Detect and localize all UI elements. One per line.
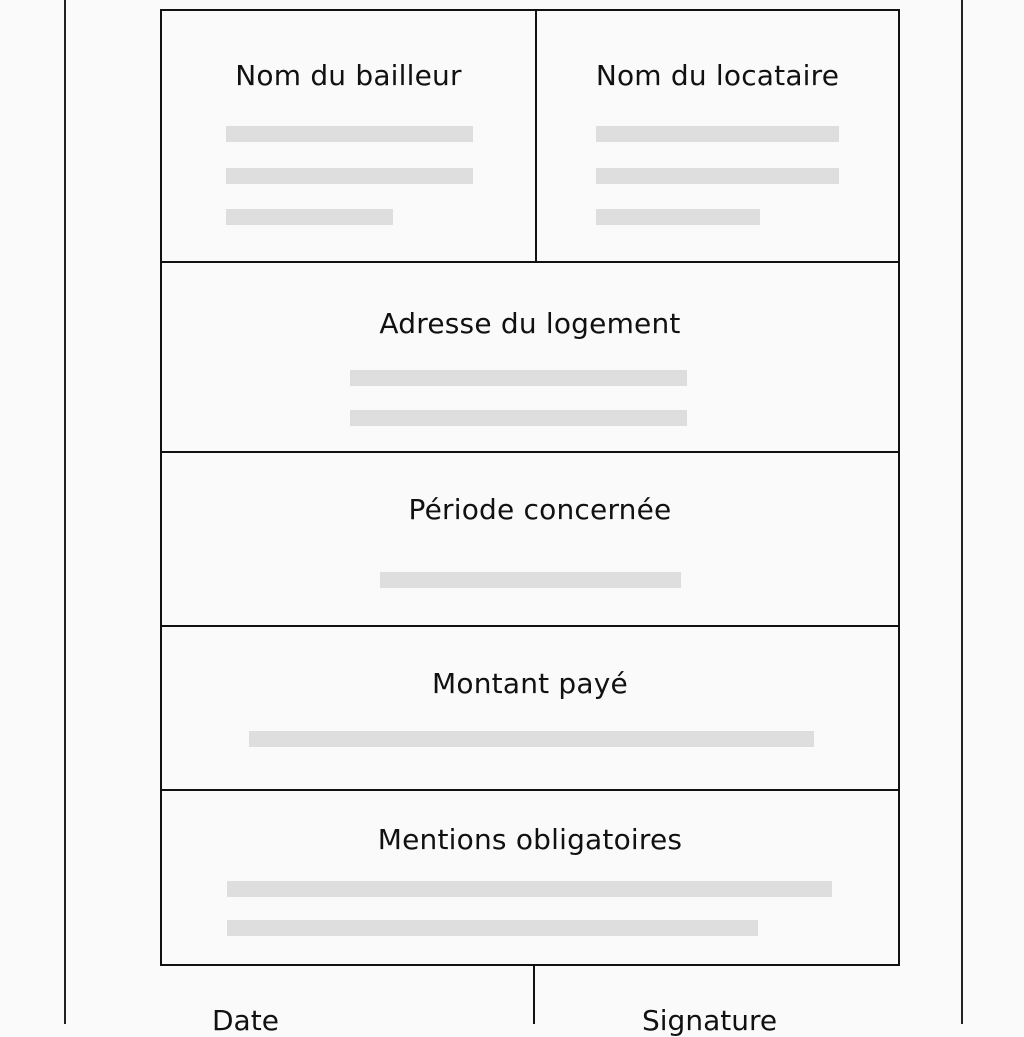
signature-label: Signature (642, 1004, 778, 1037)
mentions-line-1 (227, 881, 832, 897)
rent-receipt-form (160, 9, 900, 966)
tenant-title: Nom du locataire (595, 59, 840, 92)
page-border-right (961, 0, 963, 1024)
address-section[interactable] (162, 263, 898, 453)
amount-title: Montant payé (432, 667, 628, 700)
mentions-section[interactable] (162, 791, 898, 966)
amount-section[interactable] (162, 627, 898, 791)
date-label: Date (212, 1004, 279, 1037)
tenant-line-1 (596, 126, 839, 142)
period-line-1 (380, 572, 681, 588)
address-title: Adresse du logement (379, 307, 681, 340)
landlord-line-2 (226, 168, 473, 184)
footer-divider (533, 966, 535, 1024)
period-section[interactable] (162, 453, 898, 627)
parties-row (162, 11, 898, 263)
amount-line-1 (249, 731, 814, 747)
landlord-section[interactable] (162, 11, 537, 261)
page-border-left (64, 0, 66, 1024)
tenant-section[interactable] (537, 11, 898, 261)
landlord-title: Nom du bailleur (235, 59, 462, 92)
period-title: Période concernée (408, 493, 672, 526)
address-line-2 (350, 410, 687, 426)
address-line-1 (350, 370, 687, 386)
landlord-line-3 (226, 209, 393, 225)
mentions-title: Mentions obligatoires (377, 823, 683, 856)
mentions-line-2 (227, 920, 758, 936)
landlord-line-1 (226, 126, 473, 142)
tenant-line-3 (596, 209, 760, 225)
tenant-line-2 (596, 168, 839, 184)
